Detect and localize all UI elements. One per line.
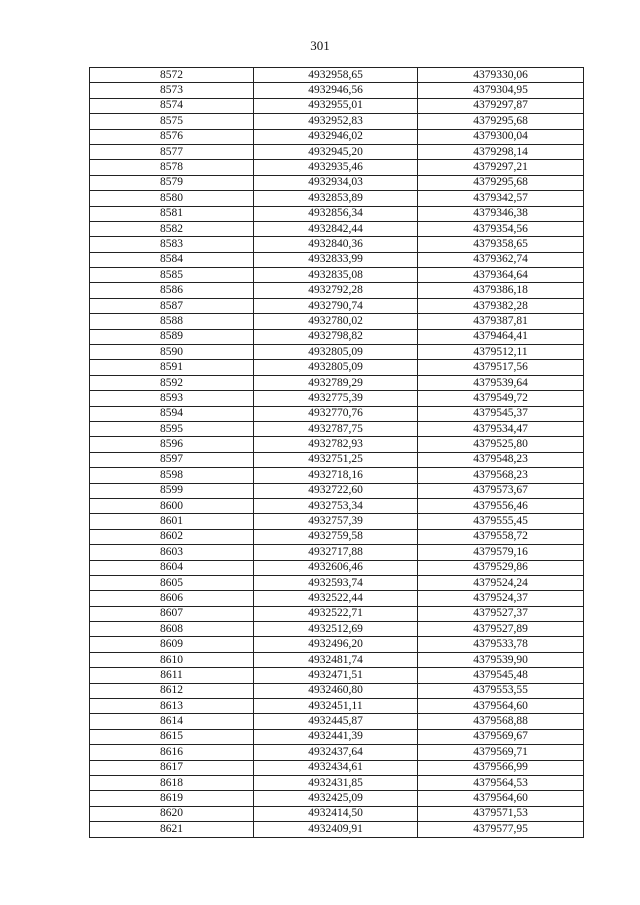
x-coordinate-cell: 4932759,58 [254, 529, 418, 544]
table-row [90, 191, 584, 206]
table-row [90, 114, 584, 129]
table-row [90, 268, 584, 283]
x-coordinate-cell: 4932840,36 [254, 237, 418, 252]
point-number-cell: 8572 [90, 68, 254, 83]
point-number-cell: 8589 [90, 329, 254, 344]
x-coordinate-cell: 4932512,69 [254, 622, 418, 637]
point-number-cell: 8586 [90, 283, 254, 298]
y-coordinate-cell: 4379362,74 [418, 252, 584, 267]
x-coordinate-cell: 4932441,39 [254, 729, 418, 744]
table-row [90, 575, 584, 590]
table-row [90, 452, 584, 467]
coordinates-table [89, 67, 584, 838]
y-coordinate-cell: 4379569,71 [418, 745, 584, 760]
x-coordinate-cell: 4932496,20 [254, 637, 418, 652]
x-coordinate-cell: 4932955,01 [254, 98, 418, 113]
table-row [90, 360, 584, 375]
table-row [90, 375, 584, 390]
table-row [90, 160, 584, 175]
y-coordinate-cell: 4379556,46 [418, 498, 584, 513]
x-coordinate-cell: 4932780,02 [254, 314, 418, 329]
coordinates-table-body [90, 68, 584, 838]
point-number-cell: 8606 [90, 591, 254, 606]
x-coordinate-cell: 4932757,39 [254, 514, 418, 529]
y-coordinate-cell: 4379295,68 [418, 114, 584, 129]
x-coordinate-cell: 4932798,82 [254, 329, 418, 344]
table-row [90, 68, 584, 83]
x-coordinate-cell: 4932753,34 [254, 498, 418, 513]
point-number-cell: 8599 [90, 483, 254, 498]
point-number-cell: 8608 [90, 622, 254, 637]
point-number-cell: 8583 [90, 237, 254, 252]
y-coordinate-cell: 4379354,56 [418, 221, 584, 236]
x-coordinate-cell: 4932805,09 [254, 360, 418, 375]
x-coordinate-cell: 4932853,89 [254, 191, 418, 206]
y-coordinate-cell: 4379566,99 [418, 760, 584, 775]
table-row [90, 683, 584, 698]
table-row [90, 714, 584, 729]
y-coordinate-cell: 4379524,24 [418, 575, 584, 590]
table-row [90, 806, 584, 821]
point-number-cell: 8619 [90, 791, 254, 806]
x-coordinate-cell: 4932481,74 [254, 652, 418, 667]
y-coordinate-cell: 4379386,18 [418, 283, 584, 298]
x-coordinate-cell: 4932431,85 [254, 775, 418, 790]
table-row [90, 298, 584, 313]
x-coordinate-cell: 4932717,88 [254, 545, 418, 560]
point-number-cell: 8591 [90, 360, 254, 375]
table-row [90, 822, 584, 837]
table-row [90, 252, 584, 267]
y-coordinate-cell: 4379564,60 [418, 699, 584, 714]
point-number-cell: 8582 [90, 221, 254, 236]
y-coordinate-cell: 4379300,04 [418, 129, 584, 144]
table-row [90, 637, 584, 652]
x-coordinate-cell: 4932414,50 [254, 806, 418, 821]
point-number-cell: 8590 [90, 345, 254, 360]
point-number-cell: 8601 [90, 514, 254, 529]
table-row [90, 745, 584, 760]
table-row [90, 652, 584, 667]
y-coordinate-cell: 4379295,68 [418, 175, 584, 190]
point-number-cell: 8577 [90, 144, 254, 159]
x-coordinate-cell: 4932593,74 [254, 575, 418, 590]
table-row [90, 514, 584, 529]
point-number-cell: 8575 [90, 114, 254, 129]
table-row [90, 221, 584, 236]
x-coordinate-cell: 4932946,02 [254, 129, 418, 144]
y-coordinate-cell: 4379539,64 [418, 375, 584, 390]
x-coordinate-cell: 4932775,39 [254, 391, 418, 406]
x-coordinate-cell: 4932751,25 [254, 452, 418, 467]
point-number-cell: 8602 [90, 529, 254, 544]
y-coordinate-cell: 4379564,53 [418, 775, 584, 790]
table-row [90, 775, 584, 790]
table-row [90, 314, 584, 329]
point-number-cell: 8605 [90, 575, 254, 590]
x-coordinate-cell: 4932935,46 [254, 160, 418, 175]
y-coordinate-cell: 4379571,53 [418, 806, 584, 821]
y-coordinate-cell: 4379525,80 [418, 437, 584, 452]
point-number-cell: 8596 [90, 437, 254, 452]
y-coordinate-cell: 4379297,87 [418, 98, 584, 113]
table-row [90, 483, 584, 498]
x-coordinate-cell: 4932451,11 [254, 699, 418, 714]
y-coordinate-cell: 4379569,67 [418, 729, 584, 744]
x-coordinate-cell: 4932842,44 [254, 221, 418, 236]
table-row [90, 329, 584, 344]
y-coordinate-cell: 4379549,72 [418, 391, 584, 406]
point-number-cell: 8580 [90, 191, 254, 206]
table-row [90, 129, 584, 144]
point-number-cell: 8578 [90, 160, 254, 175]
table-row [90, 437, 584, 452]
point-number-cell: 8613 [90, 699, 254, 714]
table-row [90, 498, 584, 513]
y-coordinate-cell: 4379568,23 [418, 468, 584, 483]
x-coordinate-cell: 4932833,99 [254, 252, 418, 267]
y-coordinate-cell: 4379555,45 [418, 514, 584, 529]
y-coordinate-cell: 4379545,48 [418, 668, 584, 683]
table-row [90, 144, 584, 159]
y-coordinate-cell: 4379568,88 [418, 714, 584, 729]
y-coordinate-cell: 4379464,41 [418, 329, 584, 344]
y-coordinate-cell: 4379558,72 [418, 529, 584, 544]
table-row [90, 175, 584, 190]
y-coordinate-cell: 4379304,95 [418, 83, 584, 98]
y-coordinate-cell: 4379545,37 [418, 406, 584, 421]
point-number-cell: 8592 [90, 375, 254, 390]
table-row [90, 760, 584, 775]
x-coordinate-cell: 4932835,08 [254, 268, 418, 283]
x-coordinate-cell: 4932434,61 [254, 760, 418, 775]
y-coordinate-cell: 4379387,81 [418, 314, 584, 329]
point-number-cell: 8584 [90, 252, 254, 267]
y-coordinate-cell: 4379529,86 [418, 560, 584, 575]
y-coordinate-cell: 4379298,14 [418, 144, 584, 159]
x-coordinate-cell: 4932722,60 [254, 483, 418, 498]
point-number-cell: 8587 [90, 298, 254, 313]
table-row [90, 391, 584, 406]
x-coordinate-cell: 4932460,80 [254, 683, 418, 698]
table-row [90, 206, 584, 221]
x-coordinate-cell: 4932770,76 [254, 406, 418, 421]
y-coordinate-cell: 4379579,16 [418, 545, 584, 560]
table-row [90, 606, 584, 621]
x-coordinate-cell: 4932522,71 [254, 606, 418, 621]
x-coordinate-cell: 4932946,56 [254, 83, 418, 98]
table-row [90, 791, 584, 806]
y-coordinate-cell: 4379297,21 [418, 160, 584, 175]
x-coordinate-cell: 4932952,83 [254, 114, 418, 129]
point-number-cell: 8607 [90, 606, 254, 621]
y-coordinate-cell: 4379539,90 [418, 652, 584, 667]
point-number-cell: 8617 [90, 760, 254, 775]
point-number-cell: 8595 [90, 421, 254, 436]
x-coordinate-cell: 4932522,44 [254, 591, 418, 606]
x-coordinate-cell: 4932471,51 [254, 668, 418, 683]
y-coordinate-cell: 4379364,64 [418, 268, 584, 283]
point-number-cell: 8594 [90, 406, 254, 421]
y-coordinate-cell: 4379524,37 [418, 591, 584, 606]
point-number-cell: 8588 [90, 314, 254, 329]
y-coordinate-cell: 4379517,56 [418, 360, 584, 375]
point-number-cell: 8597 [90, 452, 254, 467]
point-number-cell: 8603 [90, 545, 254, 560]
table-row [90, 622, 584, 637]
x-coordinate-cell: 4932782,93 [254, 437, 418, 452]
table-row [90, 283, 584, 298]
table-row [90, 729, 584, 744]
point-number-cell: 8593 [90, 391, 254, 406]
y-coordinate-cell: 4379382,28 [418, 298, 584, 313]
x-coordinate-cell: 4932606,46 [254, 560, 418, 575]
table-row [90, 545, 584, 560]
y-coordinate-cell: 4379512,11 [418, 345, 584, 360]
page-number: 301 [310, 38, 330, 53]
x-coordinate-cell: 4932787,75 [254, 421, 418, 436]
point-number-cell: 8600 [90, 498, 254, 513]
point-number-cell: 8610 [90, 652, 254, 667]
y-coordinate-cell: 4379358,65 [418, 237, 584, 252]
y-coordinate-cell: 4379533,78 [418, 637, 584, 652]
x-coordinate-cell: 4932958,65 [254, 68, 418, 83]
x-coordinate-cell: 4932934,03 [254, 175, 418, 190]
y-coordinate-cell: 4379527,37 [418, 606, 584, 621]
point-number-cell: 8573 [90, 83, 254, 98]
point-number-cell: 8611 [90, 668, 254, 683]
table-row [90, 668, 584, 683]
y-coordinate-cell: 4379330,06 [418, 68, 584, 83]
table-row [90, 699, 584, 714]
y-coordinate-cell: 4379573,67 [418, 483, 584, 498]
point-number-cell: 8620 [90, 806, 254, 821]
table-row [90, 83, 584, 98]
y-coordinate-cell: 4379577,95 [418, 822, 584, 837]
table-row [90, 560, 584, 575]
x-coordinate-cell: 4932437,64 [254, 745, 418, 760]
x-coordinate-cell: 4932409,91 [254, 822, 418, 837]
y-coordinate-cell: 4379342,57 [418, 191, 584, 206]
y-coordinate-cell: 4379534,47 [418, 421, 584, 436]
point-number-cell: 8576 [90, 129, 254, 144]
table-row [90, 98, 584, 113]
point-number-cell: 8616 [90, 745, 254, 760]
y-coordinate-cell: 4379553,55 [418, 683, 584, 698]
point-number-cell: 8585 [90, 268, 254, 283]
x-coordinate-cell: 4932718,16 [254, 468, 418, 483]
point-number-cell: 8618 [90, 775, 254, 790]
x-coordinate-cell: 4932792,28 [254, 283, 418, 298]
point-number-cell: 8609 [90, 637, 254, 652]
table-row [90, 345, 584, 360]
point-number-cell: 8614 [90, 714, 254, 729]
table-row [90, 468, 584, 483]
x-coordinate-cell: 4932856,34 [254, 206, 418, 221]
table-row [90, 421, 584, 436]
table-row [90, 591, 584, 606]
point-number-cell: 8574 [90, 98, 254, 113]
y-coordinate-cell: 4379564,60 [418, 791, 584, 806]
point-number-cell: 8621 [90, 822, 254, 837]
table-row [90, 529, 584, 544]
x-coordinate-cell: 4932789,29 [254, 375, 418, 390]
point-number-cell: 8598 [90, 468, 254, 483]
point-number-cell: 8581 [90, 206, 254, 221]
y-coordinate-cell: 4379548,23 [418, 452, 584, 467]
x-coordinate-cell: 4932445,87 [254, 714, 418, 729]
y-coordinate-cell: 4379346,38 [418, 206, 584, 221]
x-coordinate-cell: 4932790,74 [254, 298, 418, 313]
point-number-cell: 8612 [90, 683, 254, 698]
y-coordinate-cell: 4379527,89 [418, 622, 584, 637]
x-coordinate-cell: 4932425,09 [254, 791, 418, 806]
x-coordinate-cell: 4932945,20 [254, 144, 418, 159]
point-number-cell: 8579 [90, 175, 254, 190]
point-number-cell: 8604 [90, 560, 254, 575]
table-row [90, 406, 584, 421]
x-coordinate-cell: 4932805,09 [254, 345, 418, 360]
point-number-cell: 8615 [90, 729, 254, 744]
table-row [90, 237, 584, 252]
